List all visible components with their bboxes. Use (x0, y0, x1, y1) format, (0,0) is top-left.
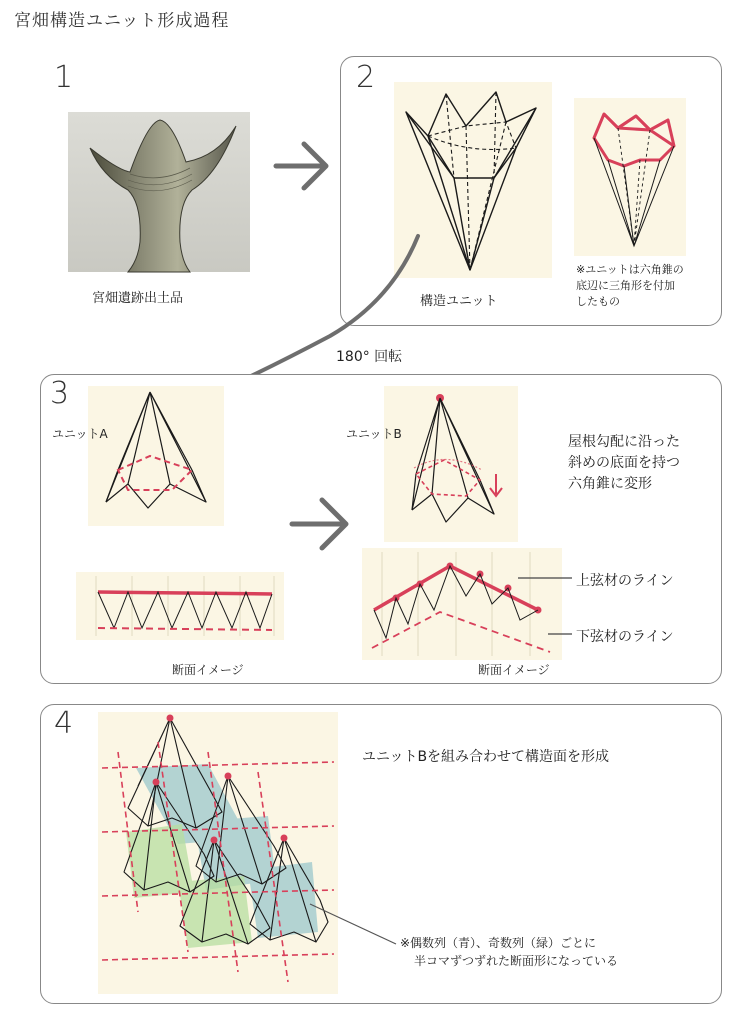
step-1-number: 1 (54, 60, 74, 95)
structure-unit-caption: 構造ユニット (420, 294, 498, 309)
step-4-number: 4 (54, 706, 74, 741)
step-4-heading: ユニットBを組み合わせて構造面を形成 (362, 749, 610, 765)
unit-note: ※ユニットは六角錐の 底辺に三角形を付加 したもの (576, 263, 684, 308)
rotation-label: 180° 回転 (336, 349, 403, 365)
transform-description: 屋根勾配に沿った 斜めの底面を持つ 六角錐に変形 (568, 434, 680, 492)
unit-b-label: ユニットB (346, 427, 402, 441)
step-3-number: 3 (50, 376, 70, 411)
lower-chord-label: 下弦材のライン (576, 629, 674, 645)
step-2-number: 2 (356, 60, 376, 95)
page-title: 宮畑構造ユニット形成過程 (14, 11, 230, 31)
step-4-note: ※偶数列（青）、奇数列（緑）ごとに 半コマずつずれた断面形になっている (400, 936, 619, 968)
section-a-label: 断面イメージ (172, 663, 244, 677)
unit-a-label: ユニットA (52, 427, 108, 441)
artifact-caption: 宮畑遺跡出土品 (92, 291, 184, 306)
section-b-label: 断面イメージ (478, 663, 550, 677)
upper-chord-label: 上弦材のライン (576, 573, 674, 589)
